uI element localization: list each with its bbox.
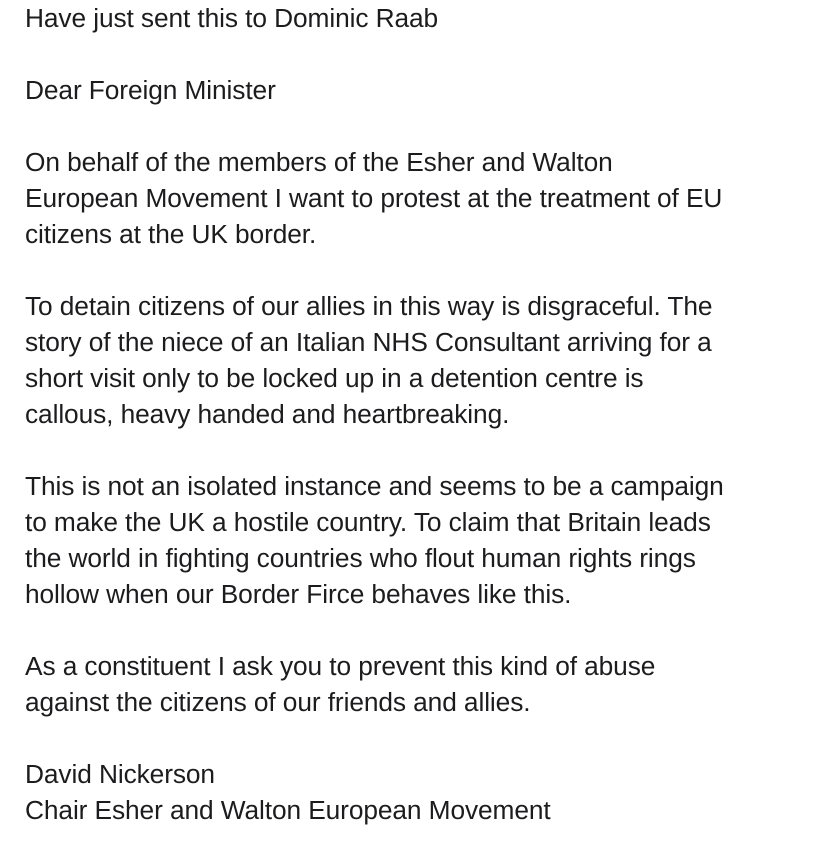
intro-line: Have just sent this to Dominic Raab bbox=[25, 3, 439, 33]
paragraph-line: story of the niece of an Italian NHS Consultant arriving for a bbox=[25, 327, 712, 357]
paragraph-line: On behalf of the members of the Esher and Walton bbox=[25, 147, 613, 177]
paragraph-line: citizens at the UK border. bbox=[25, 219, 317, 249]
signature-block bbox=[25, 756, 820, 828]
post-body bbox=[25, 0, 820, 828]
paragraph-request bbox=[25, 648, 820, 720]
paragraph-line: European Movement I want to protest at the treatment of EU bbox=[25, 183, 723, 213]
paragraph-line: As a constituent I ask you to prevent this kind of abuse bbox=[25, 651, 656, 681]
paragraph-line: to make the UK a hostile country. To claim that Britain leads bbox=[25, 507, 711, 537]
spacer bbox=[25, 720, 820, 756]
paragraph-line: callous, heavy handed and heartbreaking. bbox=[25, 399, 510, 429]
paragraph-line: This is not an isolated instance and seems to be a campaign bbox=[25, 471, 724, 501]
spacer bbox=[25, 108, 820, 144]
paragraph-protest bbox=[25, 144, 820, 252]
paragraph-line: To detain citizens of our allies in this way is disgraceful. The bbox=[25, 291, 713, 321]
spacer bbox=[25, 36, 820, 72]
spacer bbox=[25, 252, 820, 288]
paragraph-campaign bbox=[25, 468, 820, 612]
signature-name: David Nickerson bbox=[25, 759, 215, 789]
paragraph-line: against the citizens of our friends and allies. bbox=[25, 687, 531, 717]
salutation: Dear Foreign Minister bbox=[25, 75, 276, 105]
spacer bbox=[25, 612, 820, 648]
signature-title: Chair Esher and Walton European Movement bbox=[25, 795, 551, 825]
paragraph-detention bbox=[25, 288, 820, 432]
spacer bbox=[25, 432, 820, 468]
paragraph-line: hollow when our Border Firce behaves like this. bbox=[25, 579, 572, 609]
paragraph-line: short visit only to be locked up in a detention centre is bbox=[25, 363, 644, 393]
paragraph-line: the world in fighting countries who flout human rights rings bbox=[25, 543, 696, 573]
